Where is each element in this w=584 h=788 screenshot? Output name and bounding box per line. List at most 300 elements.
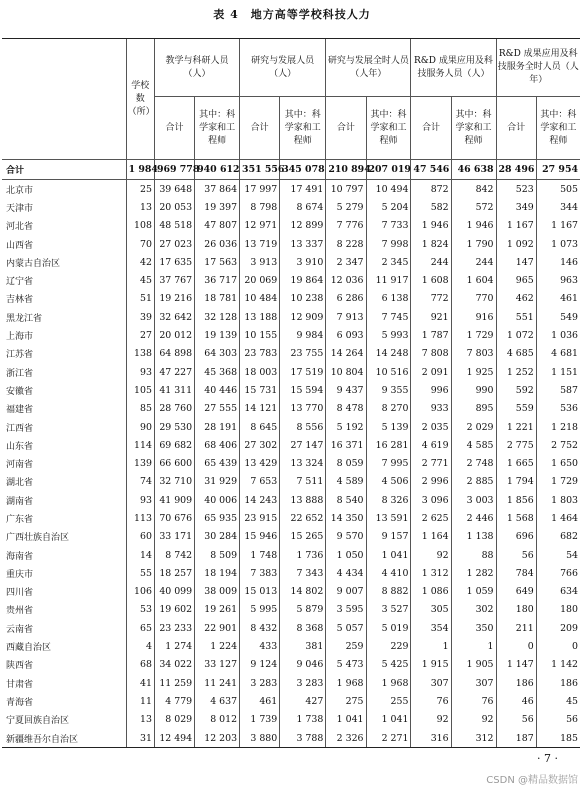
table-cell: 2 091 <box>411 363 451 381</box>
table-cell: 41 311 <box>154 381 194 399</box>
table-cell: 4 681 <box>536 345 580 363</box>
table-cell: 1 252 <box>496 363 536 381</box>
table-cell: 113 <box>126 509 154 527</box>
table-row <box>2 583 580 601</box>
table-cell: 1 218 <box>536 418 580 436</box>
table-cell: 23 233 <box>154 619 194 637</box>
table-cell: 1 092 <box>496 235 536 253</box>
table-cell: 138 <box>126 345 154 363</box>
table-row <box>2 418 580 436</box>
table-cell: 60 <box>126 528 154 546</box>
table-cell: 1 739 <box>240 711 280 729</box>
table-cell: 1 282 <box>451 564 496 582</box>
table-cell: 4 585 <box>451 436 496 454</box>
region-name: 黑龙江省 <box>6 313 43 324</box>
table-cell: 68 406 <box>195 436 240 454</box>
table-cell: 696 <box>496 528 536 546</box>
table-cell: 76 <box>451 692 496 710</box>
table-cell: 1 946 <box>451 217 496 235</box>
table-row <box>2 345 580 363</box>
table-row <box>2 528 580 546</box>
table-cell: 1 <box>451 637 496 655</box>
table-cell: 4 <box>126 637 154 655</box>
table-cell: 8 012 <box>195 711 240 729</box>
table-cell: 7 653 <box>240 473 280 491</box>
table-cell: 12 909 <box>280 308 326 326</box>
region-name: 陕西省 <box>6 661 34 672</box>
region-name: 江西省 <box>6 423 34 434</box>
table-cell: 649 <box>496 583 536 601</box>
table-cell: 8 798 <box>240 198 280 216</box>
table-cell: 41 909 <box>154 491 194 509</box>
region-name: 青海省 <box>6 697 34 708</box>
table-cell: 40 446 <box>195 381 240 399</box>
table-cell: 10 804 <box>326 363 366 381</box>
table-cell: 7 776 <box>326 217 366 235</box>
table-cell: 1 915 <box>411 656 451 674</box>
table-cell: 1 608 <box>411 271 451 289</box>
table-row <box>2 491 580 509</box>
table-cell: 969 778 <box>154 160 194 180</box>
table-cell: 5 192 <box>326 418 366 436</box>
table-cell: 2 271 <box>366 729 411 748</box>
table-cell: 180 <box>536 601 580 619</box>
table-cell: 9 984 <box>280 326 326 344</box>
region-name: 重庆市 <box>6 569 34 580</box>
table-cell: 1 041 <box>366 546 411 564</box>
table-cell: 93 <box>126 363 154 381</box>
sub-header-scientists: 其中：科学家和工程师 <box>451 97 496 160</box>
table-cell: 3 003 <box>451 491 496 509</box>
table-cell: 2 885 <box>451 473 496 491</box>
table-cell: 1 946 <box>411 217 451 235</box>
table-cell: 105 <box>126 381 154 399</box>
table-cell: 7 995 <box>366 454 411 472</box>
sub-header-scientists: 其中：科学家和工程师 <box>280 97 326 160</box>
table-cell: 3 910 <box>280 253 326 271</box>
table-cell: 244 <box>411 253 451 271</box>
table-cell: 186 <box>536 674 580 692</box>
region-name: 云南省 <box>6 624 34 635</box>
table-cell: 33 171 <box>154 528 194 546</box>
region-name: 湖南省 <box>6 496 34 507</box>
table-cell: 90 <box>126 418 154 436</box>
table-cell: 1 050 <box>326 546 366 564</box>
table-cell: 15 946 <box>240 528 280 546</box>
table-cell: 1 736 <box>280 546 326 564</box>
table-cell: 1 151 <box>536 363 580 381</box>
table-cell: 40 099 <box>154 583 194 601</box>
table-cell: 10 155 <box>240 326 280 344</box>
table-cell: 1 059 <box>451 583 496 601</box>
table-cell: 106 <box>126 583 154 601</box>
table-cell: 25 <box>126 180 154 199</box>
table-row <box>2 546 580 564</box>
table-cell: 505 <box>536 180 580 199</box>
table-cell: 70 <box>126 235 154 253</box>
table-cell: 38 009 <box>195 583 240 601</box>
table-row <box>2 253 580 271</box>
sub-header-scientists: 其中：科学家和工程师 <box>536 97 580 160</box>
table-cell: 1 794 <box>496 473 536 491</box>
region-name: 江苏省 <box>6 350 34 361</box>
table-cell: 4 434 <box>326 564 366 582</box>
table-cell: 1 729 <box>536 473 580 491</box>
table-cell: 13 337 <box>280 235 326 253</box>
table-cell: 6 286 <box>326 290 366 308</box>
region-name: 天津市 <box>6 203 34 214</box>
table-cell: 47 227 <box>154 363 194 381</box>
region-name: 安徽省 <box>6 386 34 397</box>
table-cell: 8 326 <box>366 491 411 509</box>
table-cell: 344 <box>536 198 580 216</box>
table-cell: 8 228 <box>326 235 366 253</box>
table-row <box>2 436 580 454</box>
table-cell: 3 527 <box>366 601 411 619</box>
table-cell: 20 053 <box>154 198 194 216</box>
table-cell: 47 807 <box>195 217 240 235</box>
table-cell: 772 <box>411 290 451 308</box>
table-cell: 4 410 <box>366 564 411 582</box>
table-cell: 12 899 <box>280 217 326 235</box>
table-cell: 85 <box>126 400 154 418</box>
table-cell: 8 556 <box>280 418 326 436</box>
table-body <box>2 160 580 748</box>
table-cell: 18 194 <box>195 564 240 582</box>
table-cell: 47 546 <box>411 160 451 180</box>
table-cell: 549 <box>536 308 580 326</box>
table-cell: 88 <box>451 546 496 564</box>
table-cell: 13 719 <box>240 235 280 253</box>
table-cell: 461 <box>536 290 580 308</box>
sub-header-scientists: 其中：科学家和工程师 <box>195 97 240 160</box>
table-cell: 354 <box>411 619 451 637</box>
table-cell: 6 138 <box>366 290 411 308</box>
region-name: 湖北省 <box>6 478 34 489</box>
table-cell: 351 556 <box>240 160 280 180</box>
table-cell: 12 203 <box>195 729 240 748</box>
table-cell: 8 882 <box>366 583 411 601</box>
table-cell: 13 <box>126 711 154 729</box>
table-cell: 17 563 <box>195 253 240 271</box>
table-row <box>2 381 580 399</box>
table-cell: 65 935 <box>195 509 240 527</box>
table-row <box>2 473 580 491</box>
table-cell: 8 059 <box>326 454 366 472</box>
table-cell: 302 <box>451 601 496 619</box>
table-cell: 2 752 <box>536 436 580 454</box>
table-cell: 8 478 <box>326 400 366 418</box>
table-cell: 10 484 <box>240 290 280 308</box>
table-row <box>2 674 580 692</box>
table-cell: 5 995 <box>240 601 280 619</box>
region-name: 合计 <box>2 160 126 180</box>
table-cell: 19 139 <box>195 326 240 344</box>
table-cell: 3 788 <box>280 729 326 748</box>
table-cell: 3 913 <box>240 253 280 271</box>
table-cell: 461 <box>240 692 280 710</box>
table-cell: 42 <box>126 253 154 271</box>
table-cell: 381 <box>280 637 326 655</box>
sub-header-total: 合计 <box>411 97 451 160</box>
table-cell: 45 368 <box>195 363 240 381</box>
table-cell: 312 <box>451 729 496 748</box>
table-cell: 307 <box>411 674 451 692</box>
table-cell: 1 <box>411 637 451 655</box>
table-cell: 259 <box>326 637 366 655</box>
table-cell: 2 345 <box>366 253 411 271</box>
region-name: 海南省 <box>6 551 34 562</box>
sub-header-total: 合计 <box>326 97 366 160</box>
table-cell: 19 397 <box>195 198 240 216</box>
table-cell: 39 <box>126 308 154 326</box>
table-cell: 39 648 <box>154 180 194 199</box>
table-cell: 5 425 <box>366 656 411 674</box>
table-cell: 8 509 <box>195 546 240 564</box>
table-cell: 1 086 <box>411 583 451 601</box>
region-name: 西藏自治区 <box>6 643 52 654</box>
table-cell: 56 <box>536 711 580 729</box>
table-cell: 92 <box>411 546 451 564</box>
table-row <box>2 656 580 674</box>
table-cell: 7 808 <box>411 345 451 363</box>
table-cell: 229 <box>366 637 411 655</box>
table-cell: 13 770 <box>280 400 326 418</box>
table-cell: 64 898 <box>154 345 194 363</box>
table-cell: 7 511 <box>280 473 326 491</box>
table-cell: 30 284 <box>195 528 240 546</box>
table-cell: 921 <box>411 308 451 326</box>
table-cell: 13 324 <box>280 454 326 472</box>
region-name: 河北省 <box>6 222 34 233</box>
table-cell: 1 464 <box>536 509 580 527</box>
region-name: 上海市 <box>6 332 34 343</box>
table-row <box>2 400 580 418</box>
table-cell: 2 625 <box>411 509 451 527</box>
table-cell: 19 864 <box>280 271 326 289</box>
table-cell: 1 072 <box>496 326 536 344</box>
region-name: 甘肃省 <box>6 679 34 690</box>
table-cell: 933 <box>411 400 451 418</box>
table-cell: 2 029 <box>451 418 496 436</box>
table-row <box>2 217 580 235</box>
table-cell: 965 <box>496 271 536 289</box>
table-cell: 523 <box>496 180 536 199</box>
table-cell: 54 <box>536 546 580 564</box>
table-cell: 32 642 <box>154 308 194 326</box>
watermark: CSDN @精品数据馆 <box>486 775 578 786</box>
table-cell: 427 <box>280 692 326 710</box>
table-cell: 316 <box>411 729 451 748</box>
table-cell: 10 238 <box>280 290 326 308</box>
table-cell: 0 <box>536 637 580 655</box>
table-cell: 13 591 <box>366 509 411 527</box>
group-header-rd-fulltime: 研究与发展全时人员（人年） <box>326 39 411 97</box>
table-row <box>2 509 580 527</box>
table-cell: 139 <box>126 454 154 472</box>
table-cell: 9 007 <box>326 583 366 601</box>
table-cell: 55 <box>126 564 154 582</box>
table-cell: 592 <box>496 381 536 399</box>
table-cell: 8 029 <box>154 711 194 729</box>
table-row <box>2 601 580 619</box>
table-cell: 5 473 <box>326 656 366 674</box>
table-cell: 180 <box>496 601 536 619</box>
table-cell: 9 570 <box>326 528 366 546</box>
table-cell: 8 432 <box>240 619 280 637</box>
table-cell: 1 787 <box>411 326 451 344</box>
table-cell: 53 <box>126 601 154 619</box>
table-cell: 5 204 <box>366 198 411 216</box>
region-name: 福建省 <box>6 405 34 416</box>
table-cell: 15 013 <box>240 583 280 601</box>
table-cell: 551 <box>496 308 536 326</box>
table-cell: 0 <box>496 637 536 655</box>
table-cell: 27 147 <box>280 436 326 454</box>
table-cell: 92 <box>411 711 451 729</box>
table-cell: 275 <box>326 692 366 710</box>
table-cell: 8 540 <box>326 491 366 509</box>
table-cell: 350 <box>451 619 496 637</box>
table-cell: 7 998 <box>366 235 411 253</box>
table-cell: 5 139 <box>366 418 411 436</box>
table-cell: 28 191 <box>195 418 240 436</box>
region-name: 内蒙古自治区 <box>6 258 61 269</box>
table-cell: 587 <box>536 381 580 399</box>
table-cell: 8 368 <box>280 619 326 637</box>
table-cell: 7 383 <box>240 564 280 582</box>
table-row <box>2 729 580 748</box>
table-cell: 28 496 <box>496 160 536 180</box>
table-cell: 634 <box>536 583 580 601</box>
table-cell: 46 <box>496 692 536 710</box>
table-cell: 7 913 <box>326 308 366 326</box>
table-cell: 9 046 <box>280 656 326 674</box>
group-header-service-fulltime: R&D 成果应用及科技服务全时人员（人年） <box>496 39 580 97</box>
table-cell: 8 645 <box>240 418 280 436</box>
table-cell: 2 748 <box>451 454 496 472</box>
schools-header: 学校数（所） <box>126 39 154 160</box>
table-cell: 40 006 <box>195 491 240 509</box>
table-cell: 68 <box>126 656 154 674</box>
table-row <box>2 290 580 308</box>
table-row-total <box>2 160 580 180</box>
table-cell: 186 <box>496 674 536 692</box>
table-cell: 17 519 <box>280 363 326 381</box>
sub-header-total: 合计 <box>496 97 536 160</box>
table-cell: 45 <box>126 271 154 289</box>
table-row <box>2 363 580 381</box>
table-cell: 2 035 <box>411 418 451 436</box>
table-row <box>2 308 580 326</box>
table-cell: 1 041 <box>326 711 366 729</box>
table-cell: 3 880 <box>240 729 280 748</box>
table-cell: 872 <box>411 180 451 199</box>
table-cell: 916 <box>451 308 496 326</box>
table-cell: 14 121 <box>240 400 280 418</box>
table-cell: 15 594 <box>280 381 326 399</box>
table-cell: 7 745 <box>366 308 411 326</box>
table-cell: 1 729 <box>451 326 496 344</box>
table-cell: 8 742 <box>154 546 194 564</box>
table-cell: 18 257 <box>154 564 194 582</box>
table-cell: 9 157 <box>366 528 411 546</box>
table-cell: 770 <box>451 290 496 308</box>
table-cell: 20 012 <box>154 326 194 344</box>
table-cell: 12 971 <box>240 217 280 235</box>
table-cell: 27 302 <box>240 436 280 454</box>
region-name: 四川省 <box>6 588 34 599</box>
table-cell: 147 <box>496 253 536 271</box>
table-cell: 185 <box>536 729 580 748</box>
table-cell: 1 036 <box>536 326 580 344</box>
table-cell: 1 803 <box>536 491 580 509</box>
table-cell: 4 637 <box>195 692 240 710</box>
table-cell: 209 <box>536 619 580 637</box>
table-cell: 433 <box>240 637 280 655</box>
table-cell: 13 188 <box>240 308 280 326</box>
table-cell: 114 <box>126 436 154 454</box>
table-cell: 15 731 <box>240 381 280 399</box>
table-cell: 462 <box>496 290 536 308</box>
sub-header-scientists: 其中：科学家和工程师 <box>366 97 411 160</box>
table-cell: 45 <box>536 692 580 710</box>
table-cell: 307 <box>451 674 496 692</box>
table-cell: 1 856 <box>496 491 536 509</box>
table-row <box>2 637 580 655</box>
table-row <box>2 180 580 199</box>
table-cell: 1 738 <box>280 711 326 729</box>
table-cell: 1 968 <box>366 674 411 692</box>
table-cell: 23 783 <box>240 345 280 363</box>
table-cell: 27 023 <box>154 235 194 253</box>
region-name: 广东省 <box>6 514 34 525</box>
table-cell: 996 <box>411 381 451 399</box>
table-cell: 1 312 <box>411 564 451 582</box>
table-cell: 255 <box>366 692 411 710</box>
table-cell: 14 248 <box>366 345 411 363</box>
table-title: 表 4 地方高等学校科技人力 <box>213 8 371 21</box>
table-cell: 20 069 <box>240 271 280 289</box>
table-cell: 3 283 <box>240 674 280 692</box>
table-cell: 17 997 <box>240 180 280 199</box>
table-cell: 3 595 <box>326 601 366 619</box>
table-row <box>2 619 580 637</box>
table-cell: 17 635 <box>154 253 194 271</box>
table-cell: 1 164 <box>411 528 451 546</box>
sub-header-total: 合计 <box>240 97 280 160</box>
table-cell: 1 142 <box>536 656 580 674</box>
table-cell: 1 665 <box>496 454 536 472</box>
table-cell: 7 733 <box>366 217 411 235</box>
table-cell: 22 901 <box>195 619 240 637</box>
table-cell: 1 604 <box>451 271 496 289</box>
table-cell: 8 270 <box>366 400 411 418</box>
table-cell: 1 221 <box>496 418 536 436</box>
table-cell: 990 <box>451 381 496 399</box>
table-cell: 1 824 <box>411 235 451 253</box>
region-name: 山东省 <box>6 441 34 452</box>
table-cell: 2 326 <box>326 729 366 748</box>
table-cell: 92 <box>451 711 496 729</box>
table-cell: 1 568 <box>496 509 536 527</box>
table-cell: 22 652 <box>280 509 326 527</box>
table-cell: 4 779 <box>154 692 194 710</box>
table-cell: 305 <box>411 601 451 619</box>
table-cell: 108 <box>126 217 154 235</box>
table-cell: 5 279 <box>326 198 366 216</box>
region-name: 辽宁省 <box>6 277 34 288</box>
